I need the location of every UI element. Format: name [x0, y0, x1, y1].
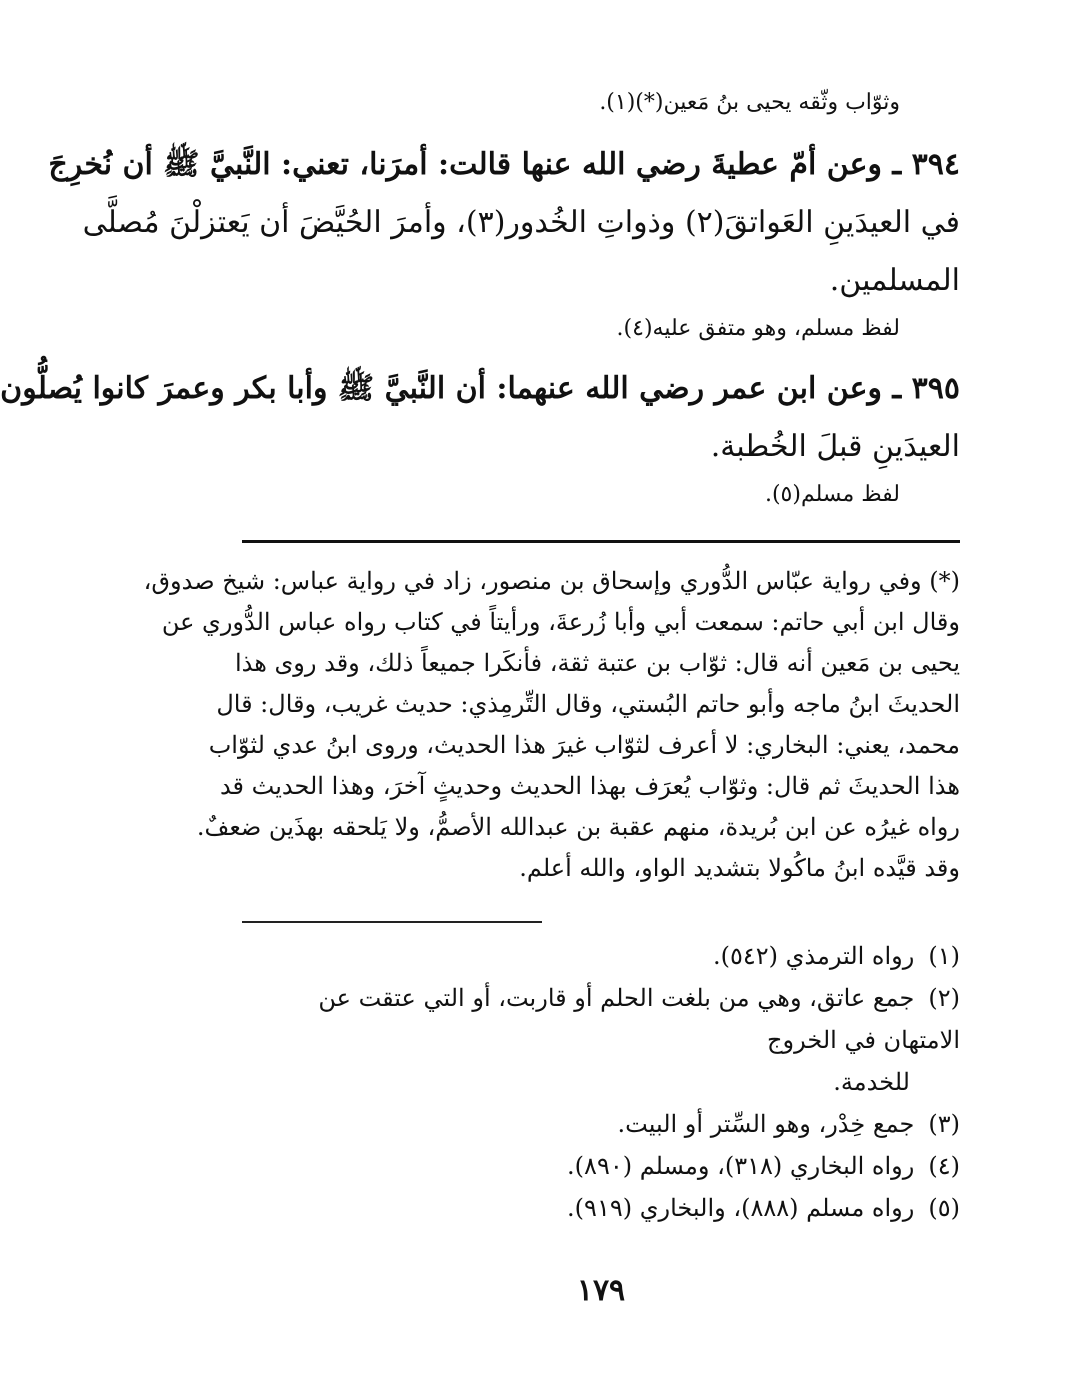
main-footnote-divider	[242, 540, 960, 543]
footnote-2	[242, 977, 960, 1103]
hadith-394-line-1: ٣٩٤ ـ وعن أمّ عطيةَ رضي الله عنها قالت: أمرَنا، تعني: النَّبيَّ ﷺ أن نُخرِجَ	[48, 147, 960, 182]
commentary-note	[143, 561, 960, 889]
page-number: ١٧٩	[576, 1273, 626, 1308]
footnote-1	[242, 935, 960, 977]
main-text	[0, 84, 960, 514]
commentary-line-6: هذا الحديثَ ثم قال: وثوّاب يُعرَف بهذا الحديث وحديثٍ آخرَ، وهذا الحديث قد	[219, 772, 960, 800]
book-page	[0, 84, 960, 1324]
footnotes	[242, 935, 960, 1229]
footnote-3	[242, 1103, 960, 1145]
hadith-395-line-1: ٣٩٥ ـ وعن ابن عمر رضي الله عنهما: أن النَّبيَّ ﷺ وأبا بكر وعمرَ كانوا يُصلُّون	[0, 371, 960, 406]
footnote-text: رواه البخاري (٣١٨)، ومسلم (٨٩٠).	[567, 1152, 915, 1180]
footnote-text: جمع خِدْر، وهو السِّتر أو البيت.	[617, 1110, 915, 1138]
hadith-394-line-2: في العيدَينِ العَواتقَ(٢) وذواتِ الخُدور(٣)، وأمرَ الحُيَّضَ أن يَعتزلْنَ مُصلَّى	[82, 205, 960, 240]
commentary-line-2: وقال ابن أبي حاتم: سمعت أبي وأبا زُرعةَ، ورأيتاً في كتاب رواه عباس الدُّوري عن	[161, 608, 960, 636]
commentary-line-1: (*) وفي رواية عبّاس الدُّوري وإسحاق بن منصور، زاد في رواية عباس: شيخ صدوق،	[143, 567, 960, 595]
commentary-line-7: رواه غيرُه عن ابن بُريدة، منهم عقبة بن عبدالله الأصمُّ، ولا يَلحقه بهذَين ضعفٌ.	[196, 813, 960, 841]
hadith-395	[0, 360, 960, 514]
footnote-5	[242, 1187, 960, 1229]
hadith-394-note: لفظ مسلم، وهو متفق عليه(٤).	[616, 316, 900, 341]
footnote-4	[242, 1145, 960, 1187]
commentary-line-3: يحيى بن مَعين أنه قال: ثوّاب بن عتبة ثقة، فأنكَرا جميعاً ذلك، وقد روى هذا	[234, 649, 960, 677]
footnote-divider	[242, 921, 542, 923]
footnote-number: (٣)	[928, 1110, 960, 1138]
commentary-line-4: الحديثَ ابنُ ماجه وأبو حاتم البُستي، وقال التِّرمِذي: حديث غريب، وقال: قال	[216, 690, 960, 718]
hadith-395-line-2: العيدَينِ قبلَ الخُطبة.	[710, 429, 960, 464]
hadith-395-note: لفظ مسلم(٥).	[764, 482, 900, 507]
intro-line: وثوّاب وثّقه يحيى بنُ مَعين(*)(١).	[599, 90, 900, 115]
hadith-394	[48, 136, 960, 348]
footnote-text: جمع عاتق، وهي من بلغت الحلم أو قاربت، أو التي عتقت عن الامتهان في الخروج	[318, 984, 960, 1054]
hadith-394-line-3: المسلمين.	[829, 263, 960, 298]
footnote-text: رواه الترمذي (٥٤٢).	[712, 942, 915, 970]
footnote-number: (٤)	[928, 1152, 960, 1180]
footnote-continuation: للخدمة.	[833, 1068, 910, 1096]
footnote-text: رواه مسلم (٨٨٨)، والبخاري (٩١٩).	[567, 1194, 915, 1222]
commentary-last-line: وقد قيَّده ابنُ ماكُولا بتشديد الواو، والله أعلم.	[519, 854, 960, 882]
footnote-number: (٢)	[928, 984, 960, 1012]
commentary-line-5: محمد، يعني: البخاري: لا أعرف لثوّاب غيرَ هذا الحديث، وروى ابنُ عدي لثوّاب	[208, 731, 960, 759]
footnote-number: (٥)	[928, 1194, 960, 1222]
footnote-number: (١)	[928, 942, 960, 970]
